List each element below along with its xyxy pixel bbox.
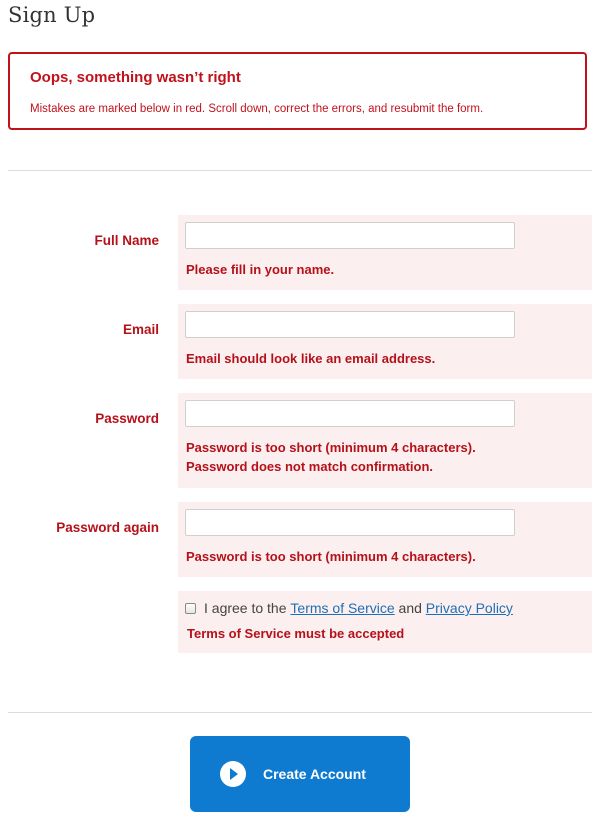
error-summary-heading: Oops, something wasn’t right <box>30 69 241 86</box>
privacy-policy-link[interactable]: Privacy Policy <box>425 600 513 616</box>
play-circle-icon <box>220 761 246 787</box>
password-again-input[interactable] <box>185 509 515 536</box>
terms-checkbox[interactable] <box>185 603 196 614</box>
error-summary-message: Mistakes are marked below in red. Scroll down, correct the errors, and resubmit the form. <box>30 103 484 115</box>
error-summary <box>8 52 587 130</box>
email-error: Email should look like an email address. <box>186 351 436 366</box>
terms-conjunction: and <box>398 600 422 616</box>
create-account-button[interactable] <box>190 736 410 812</box>
bottom-divider <box>8 712 592 713</box>
terms-row <box>185 600 513 616</box>
email-input[interactable] <box>185 311 515 338</box>
password-again-error: Password is too short (minimum 4 characters). <box>186 549 476 564</box>
page-title: Sign Up <box>8 3 96 27</box>
password-again-label: Password again <box>56 520 159 535</box>
password-error-length: Password is too short (minimum 4 characters). <box>186 440 476 455</box>
password-field-group <box>178 393 592 488</box>
terms-field-group <box>178 591 592 653</box>
full-name-field-group <box>178 215 592 290</box>
create-account-label: Create Account <box>263 766 366 782</box>
email-label: Email <box>122 322 159 337</box>
password-input[interactable] <box>185 400 515 427</box>
email-field-group <box>178 304 592 379</box>
full-name-label: Full Name <box>94 233 159 248</box>
password-error-match: Password does not match confirmation. <box>186 459 434 474</box>
password-again-field-group <box>178 502 592 577</box>
terms-error: Terms of Service must be accepted <box>187 626 405 641</box>
full-name-error: Please fill in your name. <box>186 262 335 277</box>
terms-of-service-link[interactable]: Terms of Service <box>290 600 395 616</box>
top-divider <box>8 170 592 171</box>
terms-prefix: I agree to the <box>204 600 287 616</box>
password-label: Password <box>95 411 159 426</box>
full-name-input[interactable] <box>185 222 515 249</box>
